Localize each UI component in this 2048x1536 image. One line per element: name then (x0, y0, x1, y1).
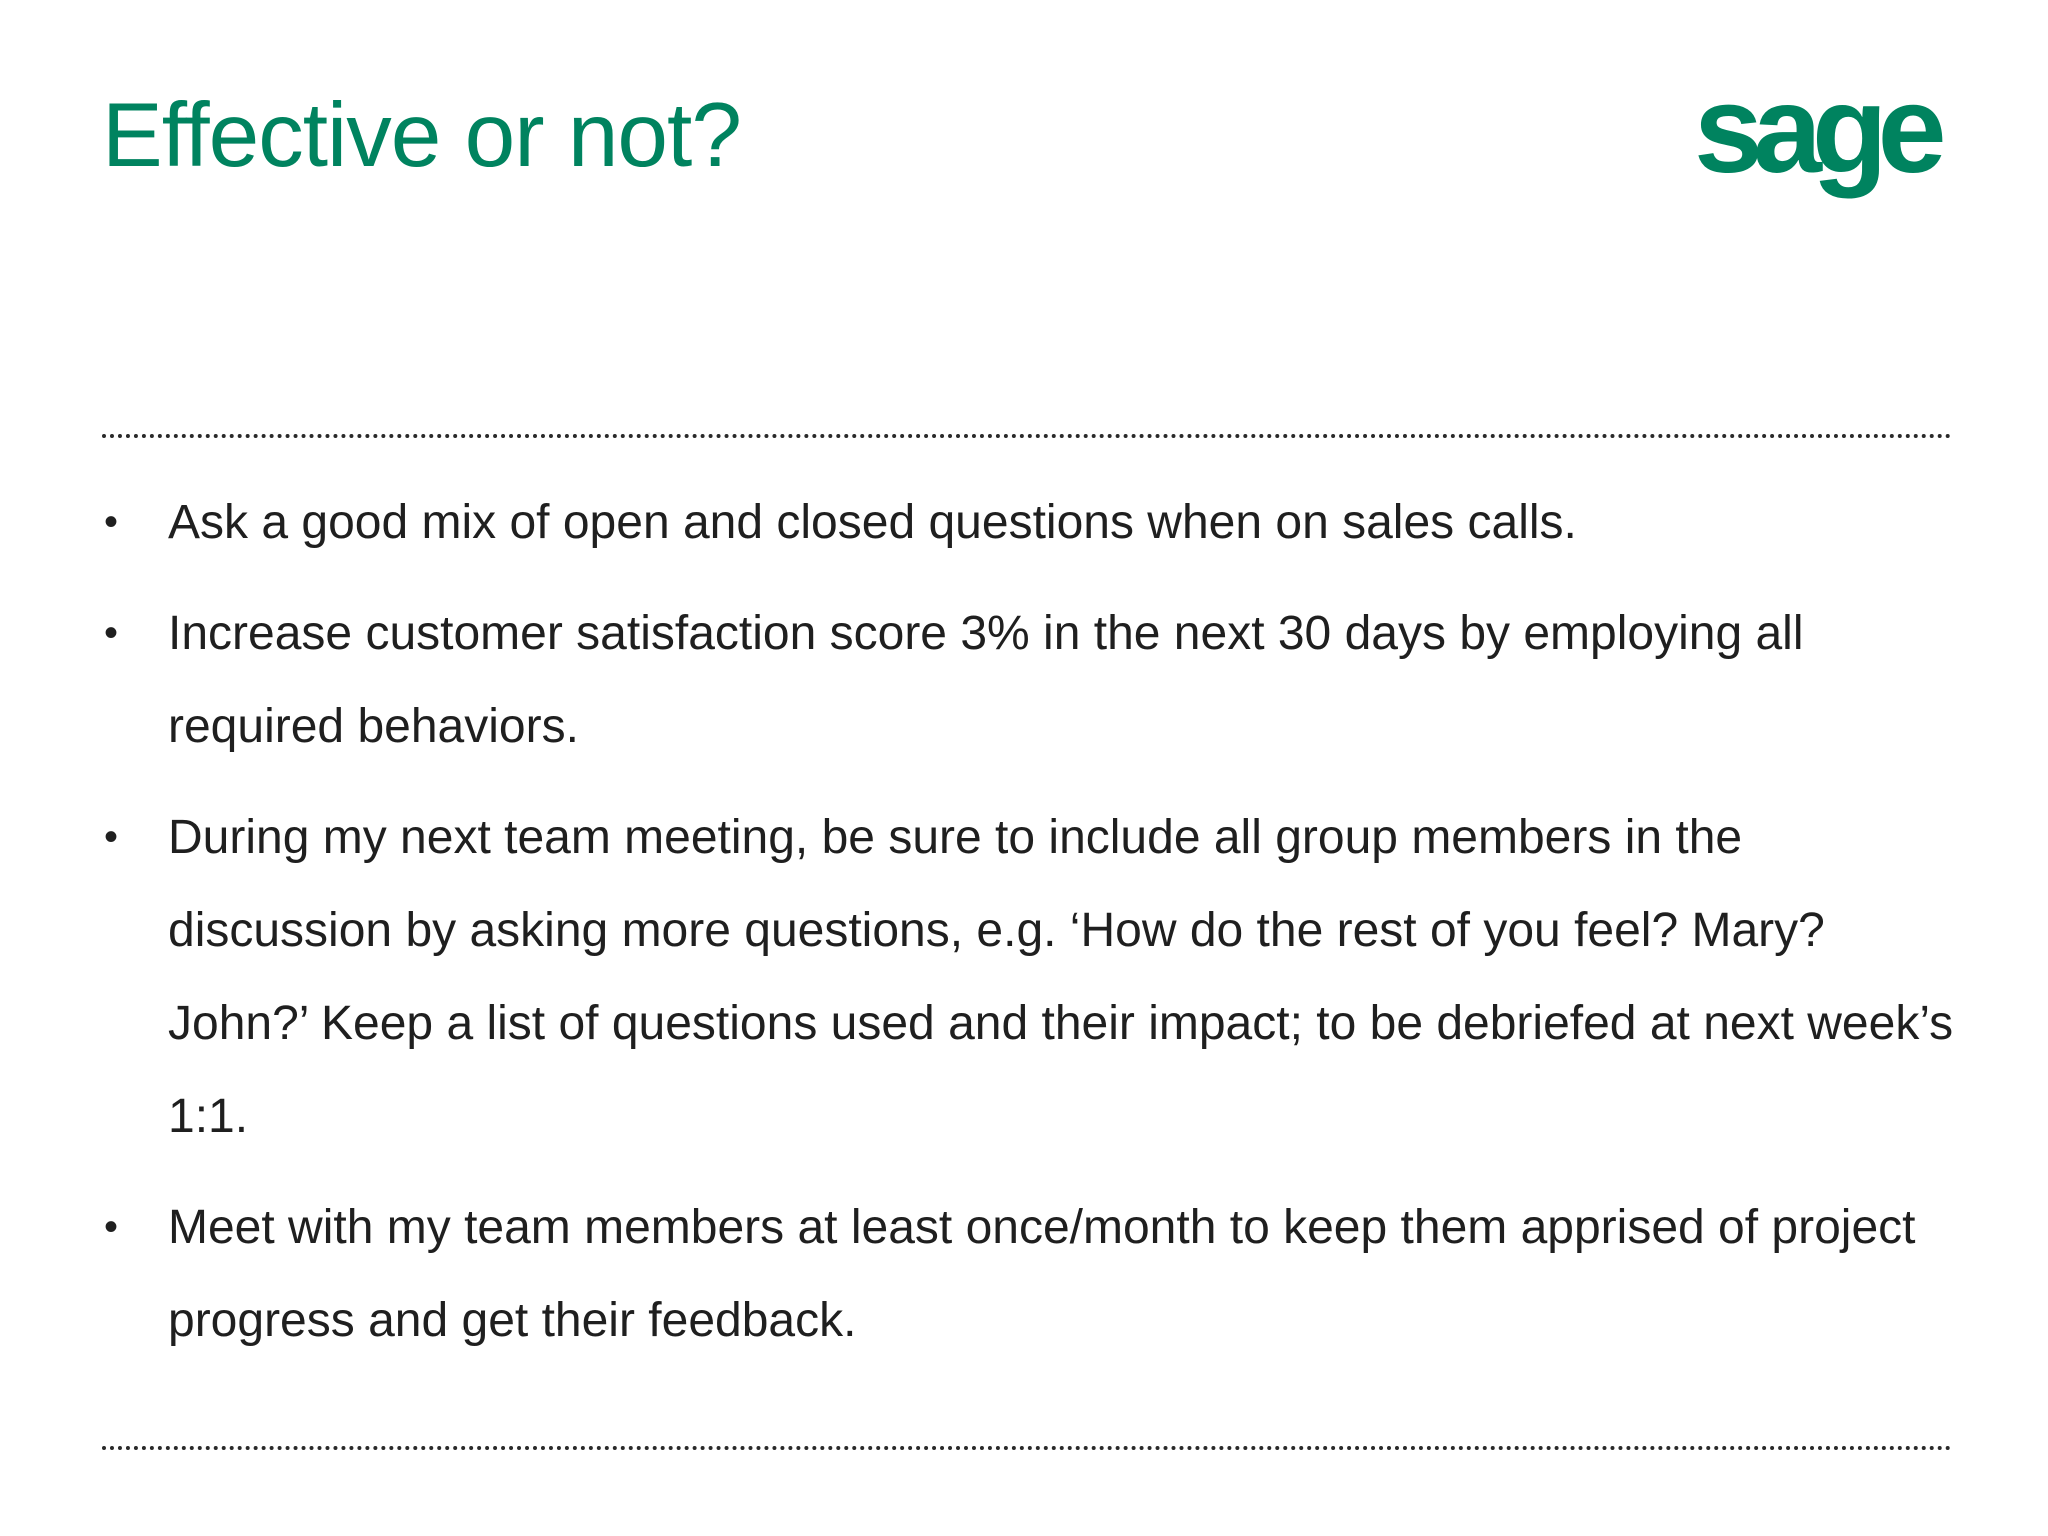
bullet-icon: • (104, 611, 119, 655)
bullet-item (102, 476, 1962, 569)
bullet-text: Ask a good mix of open and closed questions when on sales calls. (168, 496, 1577, 549)
bullet-text: During my next team meeting, be sure to include all group members in the discussion by asking more questions, e.g. ‘How do the rest of you feel? Mary? John?’ Keep a list of questions used and their impact; to be debriefed at next week’s 1:1. (168, 811, 1954, 1143)
bullet-item (102, 1181, 1962, 1367)
bullet-icon: • (104, 500, 119, 544)
bottom-divider (102, 1446, 1952, 1450)
slide-title: Effective or not? (102, 85, 741, 186)
top-divider (102, 434, 1952, 438)
bullet-text: Meet with my team members at least once/month to keep them apprised of project progress and get their feedback. (168, 1201, 1916, 1347)
sage-logo (1690, 80, 1960, 220)
sage-logo-text: sage (1694, 80, 1937, 199)
bullet-item (102, 791, 1962, 1163)
bullet-icon: • (104, 1205, 119, 1249)
bullet-item (102, 587, 1962, 773)
bullet-text: Increase customer satisfaction score 3% in the next 30 days by employing all required behaviors. (168, 607, 1804, 753)
bullet-list (102, 476, 1962, 1385)
bullet-icon: • (104, 815, 119, 859)
